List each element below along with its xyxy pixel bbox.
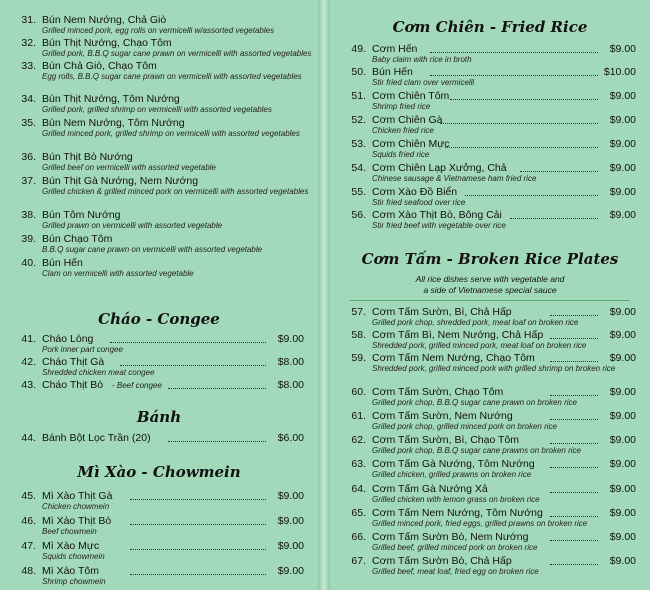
item-description: Grilled chicken, grilled prawns on broken rice: [372, 470, 532, 479]
item-name: Cơm Tấm Sườn, Bì, Chả Hấp: [372, 306, 512, 318]
item-number: 51.: [351, 90, 366, 102]
item-price: $9.00: [277, 565, 304, 577]
item-description: Clam on vermicelli with assorted vegetable: [42, 269, 194, 278]
item-name: Bún Nem Nướng, Tôm Nướng: [42, 117, 185, 129]
item-number: 39.: [21, 233, 36, 245]
leader-dots: [430, 52, 598, 53]
item-description: Shrimp chowmein: [42, 577, 106, 586]
leader-dots: [440, 123, 598, 124]
item-price: $9.00: [609, 434, 636, 446]
item-name: Cơm Tấm Nem Nướng, Chạo Tôm: [372, 352, 535, 364]
item-name: Cháo Lòng: [42, 333, 94, 345]
item-number: 35.: [21, 117, 36, 129]
item-description: Stir fried beef with vegetable over rice: [372, 221, 506, 230]
section-title-mixao: Mì Xào - Chowmein: [77, 463, 241, 481]
item-description: Squids chowmein: [42, 552, 105, 561]
item-number: 32.: [21, 37, 36, 49]
item-name: Bún Chạo Tôm: [42, 233, 113, 245]
item-name: Bún Tôm Nướng: [42, 209, 121, 221]
item-number: 31.: [21, 14, 36, 26]
item-name: Bún Thịt Gà Nướng, Nem Nướng: [42, 175, 199, 187]
item-name: Cơm Tấm Gà Nướng, Tôm Nướng: [372, 458, 535, 470]
item-name: Bún Thịt Bò Nướng: [42, 151, 133, 163]
item-name: Cơm Chiên Tôm: [372, 90, 450, 102]
leader-dots: [168, 441, 266, 442]
leader-dots: [445, 147, 598, 148]
item-description: Chinese sausage & Vietnamese ham fried rice: [372, 174, 537, 183]
item-number: 47.: [21, 540, 36, 552]
item-name: Cơm Tấm Bì, Nem Nướng, Chả Hấp: [372, 329, 544, 341]
item-number: 50.: [351, 66, 366, 78]
item-price: $9.00: [277, 540, 304, 552]
item-name: Bún Nem Nướng, Chả Giò: [42, 14, 167, 26]
leader-dots: [450, 99, 598, 100]
item-description: Grilled pork chop, shredded pork, meat loaf on broken rice: [372, 318, 579, 327]
item-description: Grilled pork, grilled shrimp on vermicelli with assorted vegetables: [42, 105, 272, 114]
item-number: 57.: [351, 306, 366, 318]
item-number: 34.: [21, 93, 36, 105]
item-name: Mì Xào Tôm: [42, 565, 99, 577]
item-name: Cơm Tấm Nem Nướng, Tôm Nướng: [372, 507, 543, 519]
item-price: $9.00: [609, 555, 636, 567]
item-name: Cơm Tấm Sườn Bò, Nem Nướng: [372, 531, 529, 543]
item-name: Cơm Tấm Gà Nướng Xả: [372, 483, 488, 495]
section-note-line2: a side of Vietnamese special sauce: [423, 285, 557, 295]
item-price: $9.00: [609, 483, 636, 495]
left-column: [0, 0, 318, 590]
item-price: $9.00: [609, 209, 636, 221]
item-description: Stir fried seafood over rice: [372, 198, 466, 207]
item-number: 65.: [351, 507, 366, 519]
item-number: 36.: [21, 151, 36, 163]
item-inline-desc: - Beef congee: [112, 381, 162, 390]
item-description: Grilled prawn on vermicelli with assorted vegetable: [42, 221, 223, 230]
divider: [350, 300, 630, 301]
item-name: Mì Xào Thịt Gà: [42, 490, 113, 502]
item-name: Bún Thịt Nướng, Chạo Tôm: [42, 37, 172, 49]
item-number: 59.: [351, 352, 366, 364]
item-name: Cháo Thịt Bò: [42, 379, 104, 391]
leader-dots: [520, 171, 598, 172]
item-price: $9.00: [609, 43, 636, 55]
item-description: Egg rolls, B.B.Q sugar cane prawn on vermicelli with assorted vegetables: [42, 72, 302, 81]
item-name: Bún Hến: [42, 257, 83, 269]
leader-dots: [550, 395, 598, 396]
section-title-chao: Cháo - Congee: [98, 310, 220, 328]
item-description: Grilled pork chop, B.B.Q sugar cane prawns on broken rice: [372, 446, 581, 455]
item-description: Chicken chowmein: [42, 502, 110, 511]
item-name: Cơm Tấm Sườn, Chạo Tôm: [372, 386, 504, 398]
item-name: Cơm Chiên Mực: [372, 138, 450, 150]
item-price: $9.00: [609, 114, 636, 126]
leader-dots: [168, 388, 266, 389]
item-number: 55.: [351, 186, 366, 198]
item-number: 54.: [351, 162, 366, 174]
item-description: Grilled minced pork, grilled shrimp on vermicelli with assorted vegetables: [42, 129, 300, 138]
item-price: $9.00: [609, 352, 636, 364]
leader-dots: [550, 361, 598, 362]
item-name: Mì Xào Thịt Bò: [42, 515, 112, 527]
leader-dots: [550, 315, 598, 316]
leader-dots: [550, 516, 598, 517]
leader-dots: [550, 443, 598, 444]
item-number: 64.: [351, 483, 366, 495]
item-price: $9.00: [609, 162, 636, 174]
leader-dots: [430, 75, 598, 76]
leader-dots: [110, 342, 266, 343]
item-description: Grilled pork chop, grilled minced pork on broken rice: [372, 422, 557, 431]
item-description: Shrimp fried rice: [372, 102, 431, 111]
item-description: Pork inner part congee: [42, 345, 123, 354]
leader-dots: [510, 218, 598, 219]
item-description: Stir fried clam over vermicelli: [372, 78, 475, 87]
item-description: Grilled beef, grilled minced pork on broken rice: [372, 543, 538, 552]
item-price: $6.00: [277, 432, 304, 444]
item-price: $9.00: [277, 515, 304, 527]
item-description: Grilled pork, B.B.Q sugar cane prawn on vermicelli with assorted vegetables: [42, 49, 312, 58]
item-number: 45.: [21, 490, 36, 502]
item-description: Squids fried rice: [372, 150, 430, 159]
item-number: 58.: [351, 329, 366, 341]
item-name: Cháo Thịt Gà: [42, 356, 105, 368]
leader-dots: [130, 549, 266, 550]
item-description: Baby claim with rice in broth: [372, 55, 472, 64]
item-number: 40.: [21, 257, 36, 269]
item-number: 63.: [351, 458, 366, 470]
item-name: Cơm Chiên Lạp Xưởng, Chả: [372, 162, 507, 174]
item-description: Grilled pork chop, B.B.Q sugar cane prawn on broken rice: [372, 398, 577, 407]
item-price: $8.00: [277, 356, 304, 368]
leader-dots: [550, 540, 598, 541]
item-number: 38.: [21, 209, 36, 221]
item-price: $9.00: [609, 410, 636, 422]
item-price: $9.00: [609, 138, 636, 150]
item-description: Grilled beef, meat loaf, fried egg on broken rice: [372, 567, 539, 576]
item-price: $9.00: [277, 333, 304, 345]
item-price: $9.00: [609, 458, 636, 470]
leader-dots: [550, 564, 598, 565]
item-number: 67.: [351, 555, 366, 567]
item-price: $10.00: [603, 66, 636, 78]
item-price: $9.00: [609, 306, 636, 318]
item-number: 60.: [351, 386, 366, 398]
item-number: 33.: [21, 60, 36, 72]
item-price: $9.00: [609, 90, 636, 102]
leader-dots: [550, 338, 598, 339]
item-number: 48.: [21, 565, 36, 577]
item-price: $9.00: [609, 329, 636, 341]
item-description: Shredded pork, grilled minced pork with grilled shrimp on broken rice: [372, 364, 616, 373]
item-description: Grilled minced pork, egg rolls on vermicelli w/assorted vegetables: [42, 26, 275, 35]
item-description: B.B.Q sugar cane prawn on vermicelli with assorted vegetable: [42, 245, 263, 254]
item-number: 52.: [351, 114, 366, 126]
leader-dots: [465, 195, 598, 196]
item-price: $9.00: [609, 386, 636, 398]
section-title-banh: Bánh: [136, 408, 182, 426]
item-name: Cơm Tấm Sườn Bò, Chả Hấp: [372, 555, 512, 567]
item-number: 49.: [351, 43, 366, 55]
item-price: $9.00: [609, 186, 636, 198]
item-number: 43.: [21, 379, 36, 391]
page-fold: [318, 0, 330, 590]
leader-dots: [550, 467, 598, 468]
item-number: 66.: [351, 531, 366, 543]
item-number: 37.: [21, 175, 36, 187]
item-price: $9.00: [609, 507, 636, 519]
item-description: Shredded chicken meat congee: [42, 368, 155, 377]
item-price: $9.00: [277, 490, 304, 502]
item-number: 62.: [351, 434, 366, 446]
item-description: Grilled beef on vermicelli with assorted vegetable: [42, 163, 216, 172]
item-number: 44.: [21, 432, 36, 444]
item-name: Cơm Chiên Gà: [372, 114, 443, 126]
leader-dots: [120, 365, 266, 366]
leader-dots: [550, 492, 598, 493]
item-number: 42.: [21, 356, 36, 368]
item-description: Grilled chicken with lemon grass on broken rice: [372, 495, 540, 504]
right-column: [330, 0, 650, 590]
item-name: Mì Xào Mực: [42, 540, 100, 552]
item-name: Cơm Tấm Sườn, Bì, Chạo Tôm: [372, 434, 520, 446]
leader-dots: [130, 524, 266, 525]
item-name: Cơm Xào Thịt Bò, Bông Cải: [372, 209, 502, 221]
leader-dots: [130, 574, 266, 575]
section-title-com-tam: Cơm Tấm - Broken Rice Plates: [361, 250, 619, 268]
section-note-line1: All rice dishes serve with vegetable and: [415, 274, 565, 284]
item-price: $8.00: [277, 379, 304, 391]
item-name: Bún Chả Giò, Chạo Tôm: [42, 60, 157, 72]
item-description: Chicken fried rice: [372, 126, 434, 135]
item-number: 61.: [351, 410, 366, 422]
item-number: 46.: [21, 515, 36, 527]
item-name: Bún Hến: [372, 66, 413, 78]
item-name: Cơm Tấm Sườn, Nem Nướng: [372, 410, 513, 422]
leader-dots: [550, 419, 598, 420]
item-description: Grilled chicken & grilled minced pork on vermicelli with assorted vegetables: [42, 187, 309, 196]
leader-dots: [130, 499, 266, 500]
item-price: $9.00: [609, 531, 636, 543]
item-name: Bánh Bột Lọc Trần (20): [42, 432, 151, 444]
item-number: 41.: [21, 333, 36, 345]
item-description: Shredded pork, grilled minced pork, meat loaf on broken rice: [372, 341, 587, 350]
section-title-com-chien: Cơm Chiên - Fried Rice: [392, 18, 588, 36]
item-number: 53.: [351, 138, 366, 150]
item-number: 56.: [351, 209, 366, 221]
item-name: Bún Thịt Nướng, Tôm Nướng: [42, 93, 180, 105]
item-description: Beef chowmein: [42, 527, 97, 536]
item-description: Grilled minced pork, fried eggs, grilled prawns on broken rice: [372, 519, 588, 528]
item-name: Cơm Hến: [372, 43, 418, 55]
item-name: Cơm Xào Đồ Biển: [372, 186, 458, 198]
